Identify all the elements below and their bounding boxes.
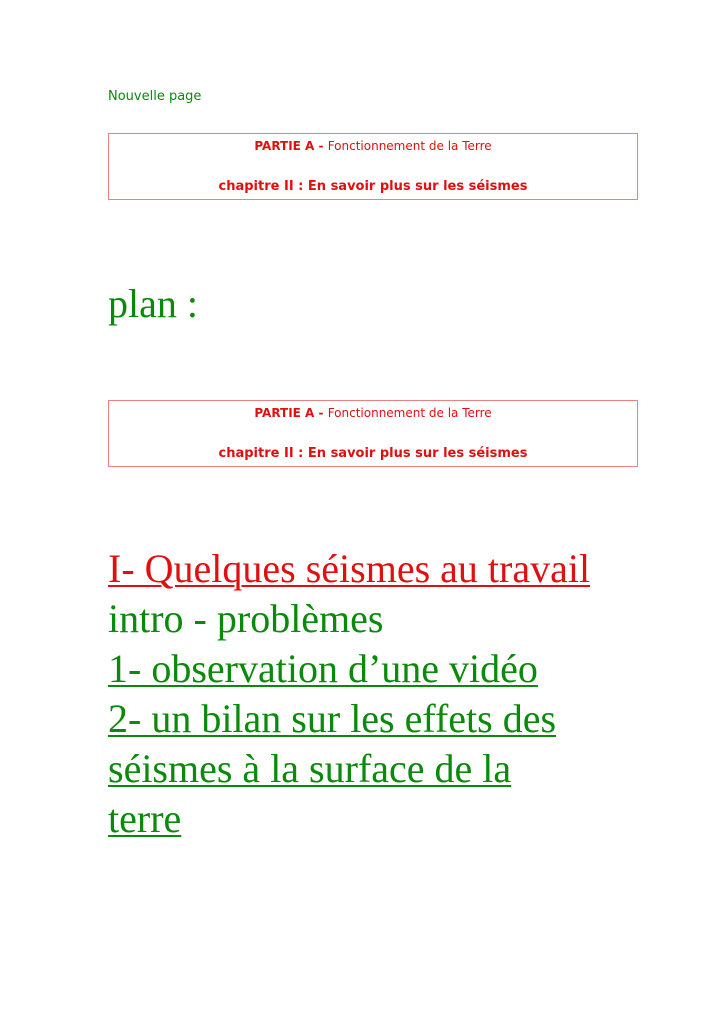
title-box-bottom: [108, 400, 638, 467]
outline-item-2-line-3: terre: [108, 796, 182, 841]
outline-item-2-line-1: 2- un bilan sur les effets des: [108, 696, 557, 741]
partie-title: Fonctionnement de la Terre: [327, 139, 492, 153]
title-box-top: [108, 133, 638, 200]
chapitre-line: chapitre II : En savoir plus sur les séismes: [218, 446, 528, 461]
outline-intro: intro - problèmes: [108, 596, 384, 641]
partie-prefix: PARTIE A -: [254, 406, 328, 420]
partie-title: Fonctionnement de la Terre: [327, 406, 492, 420]
outline-item-1: 1- observation d’une vidéo: [108, 646, 538, 691]
partie-line: [109, 139, 637, 153]
partie-line: [109, 406, 637, 420]
section-title: I- Quelques séismes au travail: [108, 546, 591, 591]
nouvelle-page-label: Nouvelle page: [108, 89, 202, 104]
partie-prefix: PARTIE A -: [254, 139, 328, 153]
plan-heading: plan :: [108, 281, 198, 326]
outline-item-2-line-2: séismes à la surface de la: [108, 746, 512, 791]
chapitre-line: chapitre II : En savoir plus sur les séismes: [218, 179, 528, 194]
plan-outline: [108, 544, 668, 844]
